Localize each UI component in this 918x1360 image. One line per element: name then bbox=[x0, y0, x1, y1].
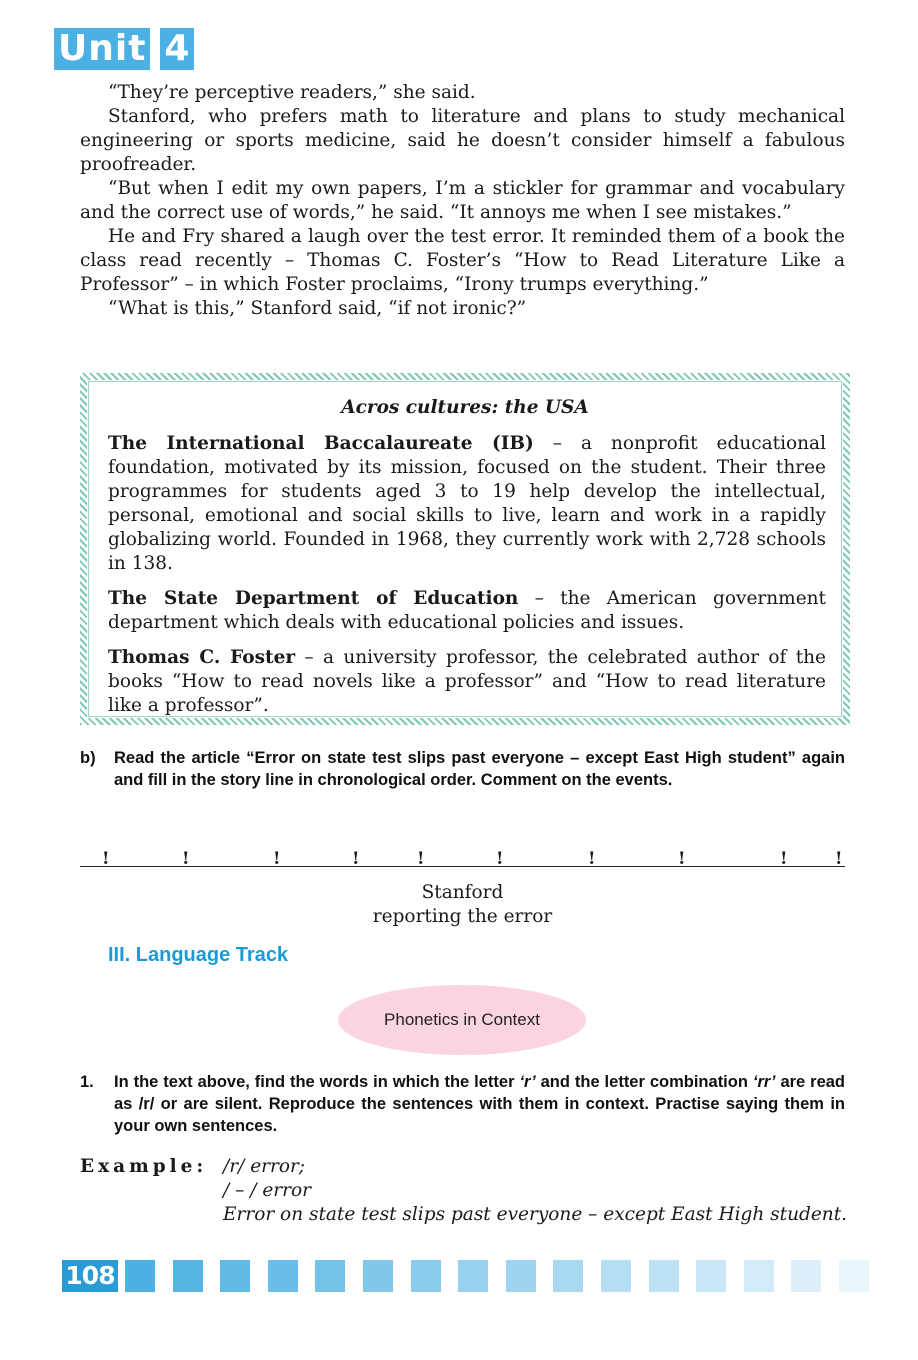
culture-note-box bbox=[80, 373, 850, 725]
unit-word: Unit bbox=[54, 28, 150, 70]
timeline-tick: ! bbox=[835, 849, 843, 869]
example-line: / – / error bbox=[223, 1180, 311, 1201]
timeline-tick: ! bbox=[588, 849, 596, 869]
story-timeline[interactable] bbox=[80, 847, 845, 871]
unit-badge bbox=[54, 28, 194, 70]
culture-title: Acros cultures: the USA bbox=[341, 397, 589, 418]
instruction-part: and the letter combination bbox=[535, 1073, 753, 1091]
footer-square bbox=[315, 1260, 345, 1292]
timeline-tick: ! bbox=[678, 849, 686, 869]
timeline-tick: ! bbox=[273, 849, 281, 869]
timeline-caption bbox=[340, 881, 585, 929]
footer-square bbox=[268, 1260, 298, 1292]
footer-square bbox=[791, 1260, 821, 1292]
culture-definition: – a nonprofit educational foundation, motivated by its mission, focused on the student. Their three programmes for students aged 3 to 19 help develop the intellectual, personal, emotional and social skills to live, learn and work in a rapidly globalizing world. Founded in 1968, they currently work with 2,728 schools in 138. bbox=[108, 433, 826, 574]
letter-rr: ‘rr’ bbox=[752, 1073, 776, 1091]
culture-entry-state-dept bbox=[108, 587, 826, 635]
footer-square bbox=[839, 1260, 869, 1292]
timeline-tick: ! bbox=[780, 849, 788, 869]
timeline-tick: ! bbox=[417, 849, 425, 869]
example-line: Error on state test slips past everyone – except East High student. bbox=[223, 1204, 848, 1225]
culture-entry-ib bbox=[108, 432, 826, 576]
footer-square bbox=[506, 1260, 536, 1292]
timeline-tick: ! bbox=[496, 849, 504, 869]
article-paragraph: “They’re perceptive readers,” she said. bbox=[108, 82, 476, 103]
phonetics-label: Phonetics in Context bbox=[384, 1010, 540, 1029]
article-text bbox=[80, 81, 845, 321]
footer-square bbox=[411, 1260, 441, 1292]
article-paragraph: “But when I edit my own papers, I’m a stickler for grammar and vocabulary and the correct use of words,” he said. “It annoys me when I see mistakes.” bbox=[80, 178, 845, 223]
task-number: 1. bbox=[80, 1073, 94, 1091]
caption-line: reporting the error bbox=[372, 906, 553, 927]
task-instruction: Read the article “Error on state test slips past everyone – except East High student” again and fill in the story line in chronological order. Comment on the events. bbox=[114, 749, 845, 789]
page-number: 108 bbox=[62, 1260, 118, 1292]
culture-entry-foster bbox=[108, 646, 826, 718]
timeline-tick: ! bbox=[352, 849, 360, 869]
culture-definition: – a university professor, the celebrated author of the books “How to read novels like a professor” and “How to read literature like a professor”. bbox=[108, 647, 826, 716]
footer-square bbox=[125, 1260, 155, 1292]
instruction-part: are read as /r/ or are silent. Reproduce the sentences with them in context. Practise saying them in your own sentences. bbox=[114, 1073, 846, 1135]
footer-square bbox=[173, 1260, 203, 1292]
footer-square bbox=[696, 1260, 726, 1292]
letter-r: ‘r’ bbox=[519, 1073, 536, 1091]
culture-term: The International Baccalaureate (IB) bbox=[108, 433, 534, 454]
timeline-tick: ! bbox=[102, 849, 110, 869]
timeline-tick: ! bbox=[182, 849, 190, 869]
culture-definition: – the American government department which deals with educational policies and issues. bbox=[108, 588, 826, 633]
task-number: b) bbox=[80, 749, 96, 767]
footer-square bbox=[649, 1260, 679, 1292]
article-paragraph: He and Fry shared a laugh over the test error. It reminded them of a book the class read recently – Thomas C. Foster’s “How to Read Literature Like a Professor” – in which Foster proclaims, “Irony trumps everything.” bbox=[80, 226, 845, 295]
footer-square bbox=[744, 1260, 774, 1292]
footer-square bbox=[458, 1260, 488, 1292]
footer-square bbox=[553, 1260, 583, 1292]
task-instruction bbox=[114, 1071, 845, 1137]
section-heading: III. Language Track bbox=[108, 944, 289, 966]
caption-line: Stanford bbox=[421, 882, 504, 903]
culture-term: Thomas C. Foster bbox=[108, 647, 296, 668]
example-line: /r/ error; bbox=[223, 1156, 306, 1177]
instruction-part: In the text above, find the words in which the letter bbox=[114, 1073, 520, 1091]
culture-term: The State Department of Education bbox=[108, 588, 519, 609]
unit-number: 4 bbox=[160, 28, 194, 70]
phonetics-badge bbox=[338, 985, 586, 1055]
article-paragraph: Stanford, who prefers math to literature and plans to study mechanical engineering or sports medicine, said he doesn’t consider himself a fabulous proofreader. bbox=[80, 106, 845, 175]
example-label: Example: bbox=[80, 1156, 208, 1177]
footer-square bbox=[220, 1260, 250, 1292]
footer-square bbox=[601, 1260, 631, 1292]
footer-square bbox=[363, 1260, 393, 1292]
timeline-line bbox=[80, 866, 845, 867]
article-paragraph: “What is this,” Stanford said, “if not ironic?” bbox=[108, 298, 527, 319]
